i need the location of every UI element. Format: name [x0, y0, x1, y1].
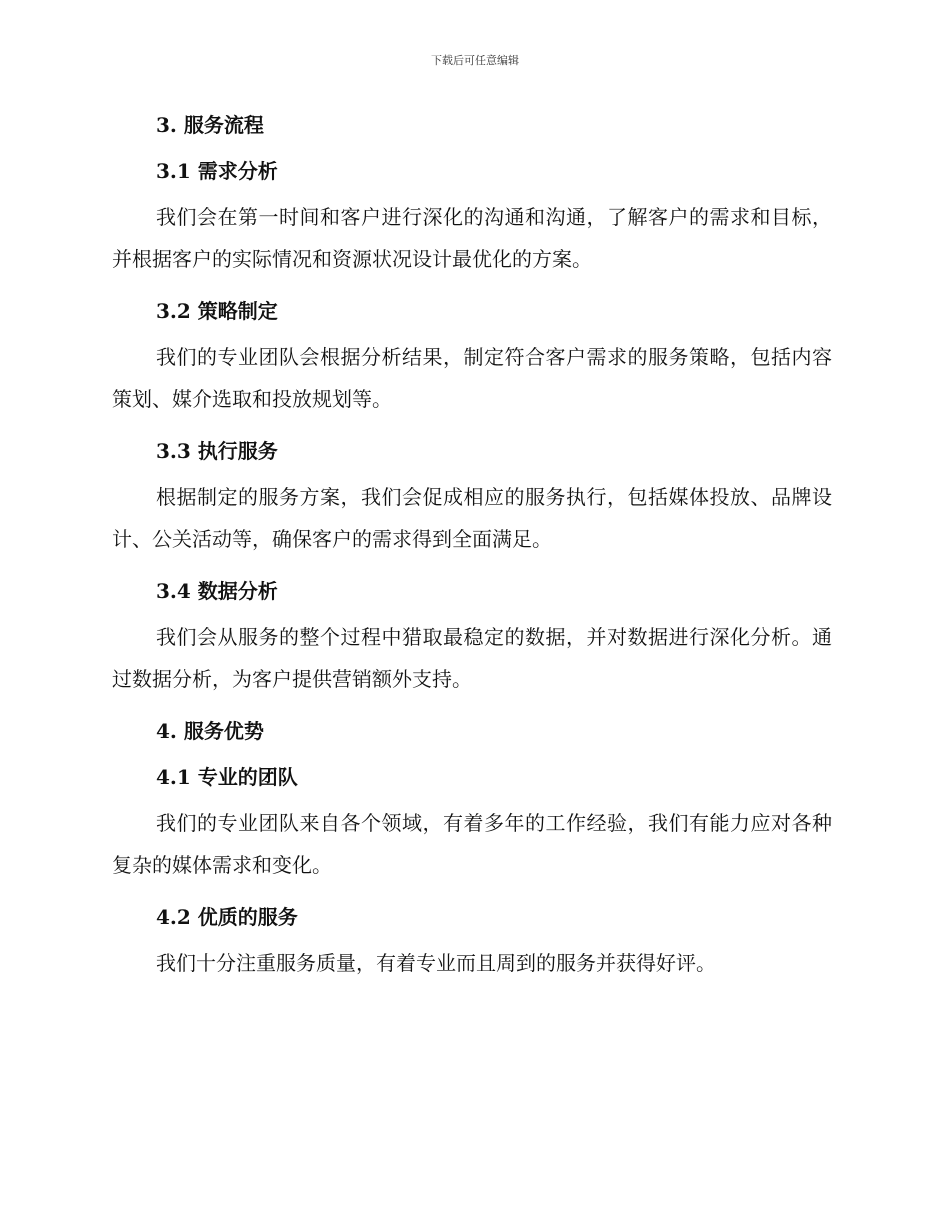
subsection-heading: 3.1 需求分析	[156, 159, 278, 183]
document-body	[112, 110, 832, 984]
paragraph: 我们的专业团队会根据分析结果，制定符合客户需求的服务策略，包括内容策划、媒介选取和投放规划等。	[112, 345, 832, 411]
subsection-heading: 3.3 执行服务	[156, 439, 278, 463]
subsection-heading: 3.2 策略制定	[156, 299, 278, 323]
subsection-heading: 3.4 数据分析	[156, 579, 278, 603]
section-heading: 4. 服务优势	[156, 719, 264, 743]
paragraph: 我们会在第一时间和客户进行深化的沟通和沟通，了解客户的需求和目标，并根据客户的实际情况和资源状况设计最优化的方案。	[112, 205, 832, 271]
section-heading: 3. 服务流程	[156, 113, 264, 137]
subsection-heading: 4.2 优质的服务	[156, 905, 298, 929]
page-header: 下载后可任意编辑	[431, 54, 519, 67]
paragraph: 我们会从服务的整个过程中猎取最稳定的数据，并对数据进行深化分析。通过数据分析，为客户提供营销额外支持。	[112, 625, 832, 691]
subsection-heading: 4.1 专业的团队	[156, 765, 298, 789]
paragraph: 我们的专业团队来自各个领域，有着多年的工作经验，我们有能力应对各种复杂的媒体需求和变化。	[112, 811, 832, 877]
paragraph: 我们十分注重服务质量，有着专业而且周到的服务并获得好评。	[156, 951, 716, 975]
paragraph: 根据制定的服务方案，我们会促成相应的服务执行，包括媒体投放、品牌设计、公关活动等，确保客户的需求得到全面满足。	[112, 485, 832, 551]
